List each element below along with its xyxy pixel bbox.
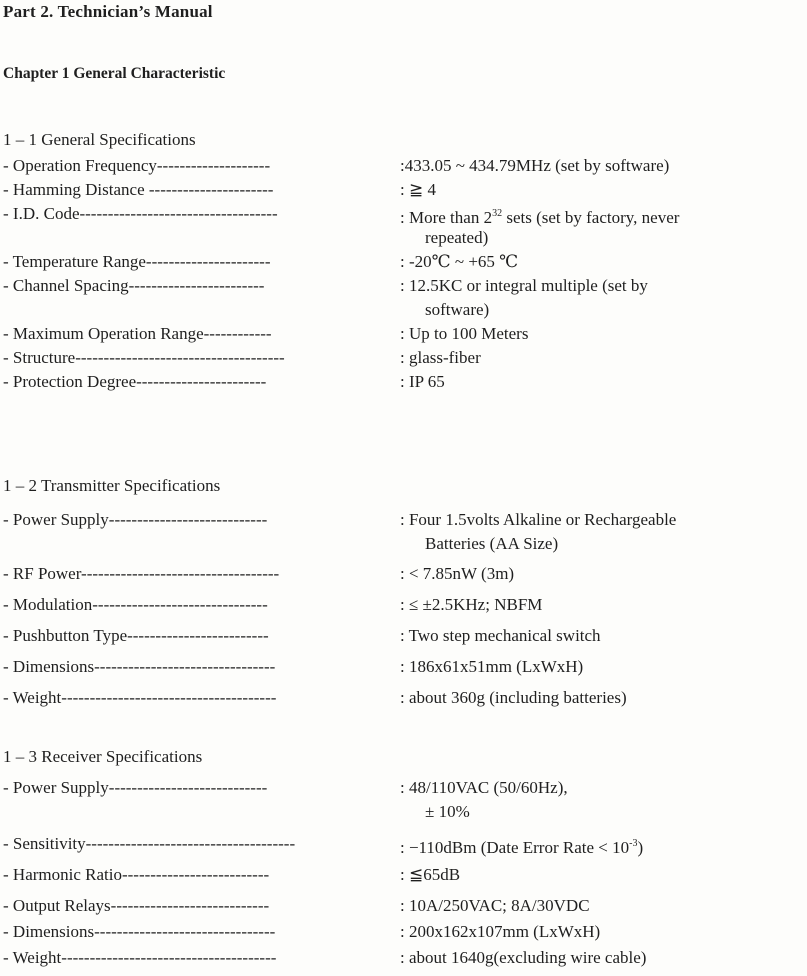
spec-row [3, 274, 648, 319]
spec-value: : about 1640g(excluding wire cable) [400, 948, 647, 967]
spec-row [3, 346, 481, 370]
spec-value-continued: repeated) [425, 228, 489, 247]
spec-row [3, 946, 647, 970]
spec-label: - RF Power----------------------------------- [3, 564, 280, 583]
spec-label: - Weight-------------------------------------- [3, 948, 277, 967]
section-title-receiver: 1 – 3 Receiver Specifications [3, 747, 203, 766]
spec-label: - Protection Degree----------------------- [3, 372, 267, 391]
spec-value: : IP 65 [400, 372, 445, 391]
section-title-transmitter: 1 – 2 Transmitter Specifications [3, 476, 221, 495]
spec-value-exponent: -3 [629, 838, 638, 849]
spec-label: - Power Supply---------------------------- [3, 510, 268, 529]
spec-label: - Dimensions-------------------------------- [3, 657, 276, 676]
spec-value-continued: ± 10% [425, 802, 470, 821]
spec-label: - Operation Frequency-------------------- [3, 156, 271, 175]
spec-row [3, 894, 590, 918]
spec-row [3, 202, 680, 247]
spec-row [3, 250, 519, 274]
spec-label: - I.D. Code----------------------------------- [3, 204, 278, 223]
spec-row [3, 832, 644, 857]
spec-value: : Four 1.5volts Alkaline or Rechargeable [400, 510, 677, 529]
spec-value: : ≦65dB [400, 865, 461, 884]
spec-label: - Structure------------------------------------- [3, 348, 285, 367]
spec-value: : ≤ ±2.5KHz; NBFM [400, 595, 543, 614]
spec-row [3, 322, 529, 346]
spec-value-continued: Batteries (AA Size) [425, 534, 559, 553]
spec-label: - Dimensions-------------------------------- [3, 922, 276, 941]
spec-label: - Sensitivity------------------------------------- [3, 834, 296, 853]
spec-row [3, 655, 584, 679]
spec-row [3, 178, 436, 202]
spec-value-text: : −110dBm (Date Error Rate < 10 [400, 838, 630, 857]
spec-value-text: ) [637, 838, 644, 857]
spec-value-text: sets (set by factory, never [502, 208, 680, 227]
spec-value: : 12.5KC or integral multiple (set by [400, 276, 648, 295]
spec-value: : 200x162x107mm (LxWxH) [400, 922, 601, 941]
spec-row [3, 920, 601, 944]
part-title: Part 2. Technician’s Manual [3, 2, 213, 21]
spec-label: - Power Supply---------------------------- [3, 778, 268, 797]
spec-value: : glass-fiber [400, 348, 481, 367]
spec-label: - Maximum Operation Range------------ [3, 324, 272, 343]
spec-value: : Two step mechanical switch [400, 626, 601, 645]
section-title-general: 1 – 1 General Specifications [3, 130, 196, 149]
spec-row [3, 508, 677, 553]
spec-value: :433.05 ~ 434.79MHz (set by software) [400, 156, 670, 175]
spec-value-exponent: 32 [492, 208, 503, 219]
spec-row [3, 593, 543, 617]
spec-value: : 48/110VAC (50/60Hz), [400, 778, 568, 797]
spec-value: : Up to 100 Meters [400, 324, 529, 343]
spec-label: - Modulation------------------------------- [3, 595, 268, 614]
spec-value: : < 7.85nW (3m) [400, 564, 515, 583]
spec-value: : about 360g (including batteries) [400, 688, 627, 707]
spec-label: - Output Relays---------------------------- [3, 896, 270, 915]
spec-value-continued: software) [425, 300, 490, 319]
spec-label: - Weight-------------------------------------- [3, 688, 277, 707]
spec-label: - Harmonic Ratio-------------------------- [3, 865, 270, 884]
spec-label: - Channel Spacing------------------------ [3, 276, 265, 295]
spec-row [3, 154, 670, 178]
spec-row [3, 624, 601, 648]
spec-row [3, 863, 461, 887]
spec-value: : -20℃ ~ +65 ℃ [400, 252, 519, 271]
spec-row [3, 562, 515, 586]
spec-row [3, 776, 568, 821]
chapter-title: Chapter 1 General Characteristic [3, 65, 226, 82]
spec-label: - Hamming Distance ---------------------- [3, 180, 274, 199]
spec-row [3, 686, 627, 710]
spec-label: - Pushbutton Type------------------------- [3, 626, 269, 645]
spec-value: : 186x61x51mm (LxWxH) [400, 657, 584, 676]
spec-value-text: : More than 2 [400, 208, 493, 227]
spec-label: - Temperature Range---------------------- [3, 252, 271, 271]
spec-value: : ≧ 4 [400, 180, 436, 199]
spec-row [3, 370, 445, 394]
spec-value: : 10A/250VAC; 8A/30VDC [400, 896, 590, 915]
spec-value [400, 832, 643, 860]
